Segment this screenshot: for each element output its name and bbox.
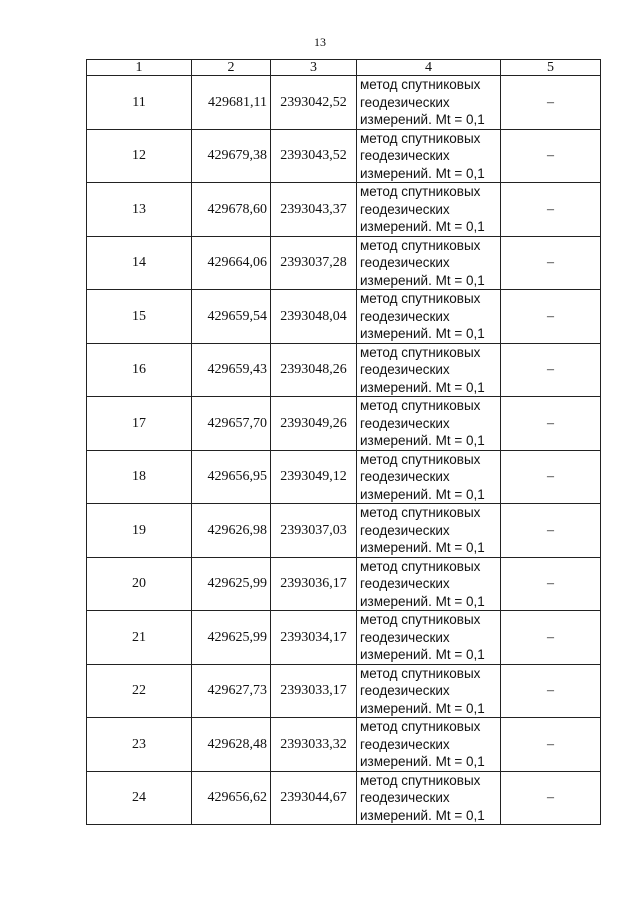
- point-number-cell: 21: [87, 611, 192, 665]
- y-coordinate-cell: 2393037,28: [271, 236, 357, 290]
- y-coordinate-cell: 2393048,04: [271, 290, 357, 344]
- method-line: метод спутниковых: [360, 77, 481, 92]
- method-line: измерений. Mt = 0,1: [360, 379, 485, 395]
- note-cell: –: [501, 664, 601, 718]
- method-line: метод спутниковых: [360, 558, 481, 574]
- method-line: геодезических: [360, 576, 450, 591]
- method-line: метод спутниковых: [360, 398, 481, 413]
- method-line: геодезических: [360, 469, 450, 484]
- table-row: [87, 397, 601, 451]
- point-number-cell: 20: [87, 557, 192, 611]
- method-line: измерений. Mt = 0,1: [360, 807, 485, 823]
- method-cell: [357, 664, 501, 718]
- note-cell: –: [501, 611, 601, 665]
- x-coordinate-cell: 429656,95: [192, 450, 271, 504]
- method-cell: [357, 76, 501, 130]
- note-cell: –: [501, 771, 601, 825]
- coordinates-table: [86, 59, 601, 825]
- method-cell: [357, 557, 501, 611]
- x-coordinate-cell: 429626,98: [192, 504, 271, 558]
- y-coordinate-cell: 2393043,37: [271, 183, 357, 237]
- method-line: метод спутниковых: [360, 772, 481, 788]
- method-line: метод спутниковых: [360, 130, 481, 146]
- x-coordinate-cell: 429659,43: [192, 343, 271, 397]
- method-line: геодезических: [360, 308, 450, 324]
- table-row: [87, 76, 601, 130]
- method-line: геодезических: [360, 201, 450, 217]
- x-coordinate-cell: 429664,06: [192, 236, 271, 290]
- method-line: метод спутниковых: [360, 451, 481, 467]
- x-coordinate-cell: 429657,70: [192, 397, 271, 451]
- method-line: геодезических: [360, 790, 450, 805]
- method-line: метод спутниковых: [360, 291, 481, 306]
- y-coordinate-cell: 2393033,32: [271, 718, 357, 772]
- method-cell: [357, 397, 501, 451]
- method-line: геодезических: [360, 255, 450, 270]
- y-coordinate-cell: 2393048,26: [271, 343, 357, 397]
- header-cell-2: 2: [192, 60, 271, 76]
- method-line: измерений. Mt = 0,1: [360, 165, 485, 181]
- note-cell: –: [501, 504, 601, 558]
- note-cell: –: [501, 718, 601, 772]
- method-cell: [357, 236, 501, 290]
- table-row: [87, 771, 601, 825]
- point-number-cell: 23: [87, 718, 192, 772]
- point-number-cell: 18: [87, 450, 192, 504]
- method-line: геодезических: [360, 362, 450, 377]
- point-number-cell: 17: [87, 397, 192, 451]
- table-row: [87, 290, 601, 344]
- note-cell: –: [501, 290, 601, 344]
- note-cell: –: [501, 450, 601, 504]
- table-row: [87, 611, 601, 665]
- x-coordinate-cell: 429625,99: [192, 611, 271, 665]
- point-number-cell: 12: [87, 129, 192, 183]
- method-line: метод спутниковых: [360, 719, 481, 734]
- method-line: метод спутниковых: [360, 665, 481, 681]
- header-row: [87, 60, 601, 76]
- y-coordinate-cell: 2393042,52: [271, 76, 357, 130]
- header-cell-3: 3: [271, 60, 357, 76]
- point-number-cell: 14: [87, 236, 192, 290]
- method-cell: [357, 290, 501, 344]
- x-coordinate-cell: 429625,99: [192, 557, 271, 611]
- table-row: [87, 718, 601, 772]
- method-cell: [357, 343, 501, 397]
- method-line: метод спутниковых: [360, 344, 481, 360]
- y-coordinate-cell: 2393043,52: [271, 129, 357, 183]
- method-line: измерений. Mt = 0,1: [360, 272, 485, 288]
- header-cell-1: 1: [87, 60, 192, 76]
- method-cell: [357, 450, 501, 504]
- y-coordinate-cell: 2393049,12: [271, 450, 357, 504]
- y-coordinate-cell: 2393049,26: [271, 397, 357, 451]
- header-cell-4: 4: [357, 60, 501, 76]
- x-coordinate-cell: 429681,11: [192, 76, 271, 130]
- page-number: 13: [314, 35, 326, 49]
- method-line: метод спутниковых: [360, 184, 481, 199]
- method-line: метод спутниковых: [360, 505, 481, 520]
- x-coordinate-cell: 429656,62: [192, 771, 271, 825]
- note-cell: –: [501, 129, 601, 183]
- method-line: измерений. Mt = 0,1: [360, 540, 485, 555]
- note-cell: –: [501, 183, 601, 237]
- note-cell: –: [501, 76, 601, 130]
- x-coordinate-cell: 429679,38: [192, 129, 271, 183]
- header-cell-5: 5: [501, 60, 601, 76]
- method-line: измерений. Mt = 0,1: [360, 112, 485, 127]
- point-number-cell: 15: [87, 290, 192, 344]
- method-cell: [357, 611, 501, 665]
- table-row: [87, 557, 601, 611]
- method-line: измерений. Mt = 0,1: [360, 433, 485, 448]
- method-cell: [357, 771, 501, 825]
- table-body: [87, 76, 601, 825]
- method-cell: [357, 183, 501, 237]
- method-line: измерений. Mt = 0,1: [360, 754, 485, 769]
- y-coordinate-cell: 2393044,67: [271, 771, 357, 825]
- method-line: геодезических: [360, 683, 450, 698]
- method-line: измерений. Mt = 0,1: [360, 700, 485, 716]
- method-line: метод спутниковых: [360, 237, 481, 253]
- note-cell: –: [501, 236, 601, 290]
- x-coordinate-cell: 429678,60: [192, 183, 271, 237]
- method-line: геодезических: [360, 94, 450, 110]
- y-coordinate-cell: 2393034,17: [271, 611, 357, 665]
- method-line: геодезических: [360, 522, 450, 538]
- point-number-cell: 11: [87, 76, 192, 130]
- method-cell: [357, 718, 501, 772]
- method-line: геодезических: [360, 415, 450, 431]
- y-coordinate-cell: 2393037,03: [271, 504, 357, 558]
- method-line: геодезических: [360, 736, 450, 752]
- method-line: геодезических: [360, 629, 450, 645]
- x-coordinate-cell: 429659,54: [192, 290, 271, 344]
- note-cell: –: [501, 557, 601, 611]
- x-coordinate-cell: 429627,73: [192, 664, 271, 718]
- y-coordinate-cell: 2393033,17: [271, 664, 357, 718]
- method-line: измерений. Mt = 0,1: [360, 219, 485, 234]
- point-number-cell: 19: [87, 504, 192, 558]
- table-row: [87, 664, 601, 718]
- note-cell: –: [501, 343, 601, 397]
- table-row: [87, 236, 601, 290]
- method-line: измерений. Mt = 0,1: [360, 593, 485, 609]
- method-line: метод спутниковых: [360, 612, 481, 627]
- method-cell: [357, 129, 501, 183]
- table-row: [87, 129, 601, 183]
- method-cell: [357, 504, 501, 558]
- note-cell: –: [501, 397, 601, 451]
- table-row: [87, 450, 601, 504]
- method-line: измерений. Mt = 0,1: [360, 647, 485, 662]
- method-line: измерений. Mt = 0,1: [360, 486, 485, 502]
- y-coordinate-cell: 2393036,17: [271, 557, 357, 611]
- method-line: измерений. Mt = 0,1: [360, 326, 485, 341]
- table-row: [87, 343, 601, 397]
- table-row: [87, 504, 601, 558]
- x-coordinate-cell: 429628,48: [192, 718, 271, 772]
- point-number-cell: 13: [87, 183, 192, 237]
- point-number-cell: 16: [87, 343, 192, 397]
- table-row: [87, 183, 601, 237]
- point-number-cell: 22: [87, 664, 192, 718]
- method-line: геодезических: [360, 148, 450, 163]
- point-number-cell: 24: [87, 771, 192, 825]
